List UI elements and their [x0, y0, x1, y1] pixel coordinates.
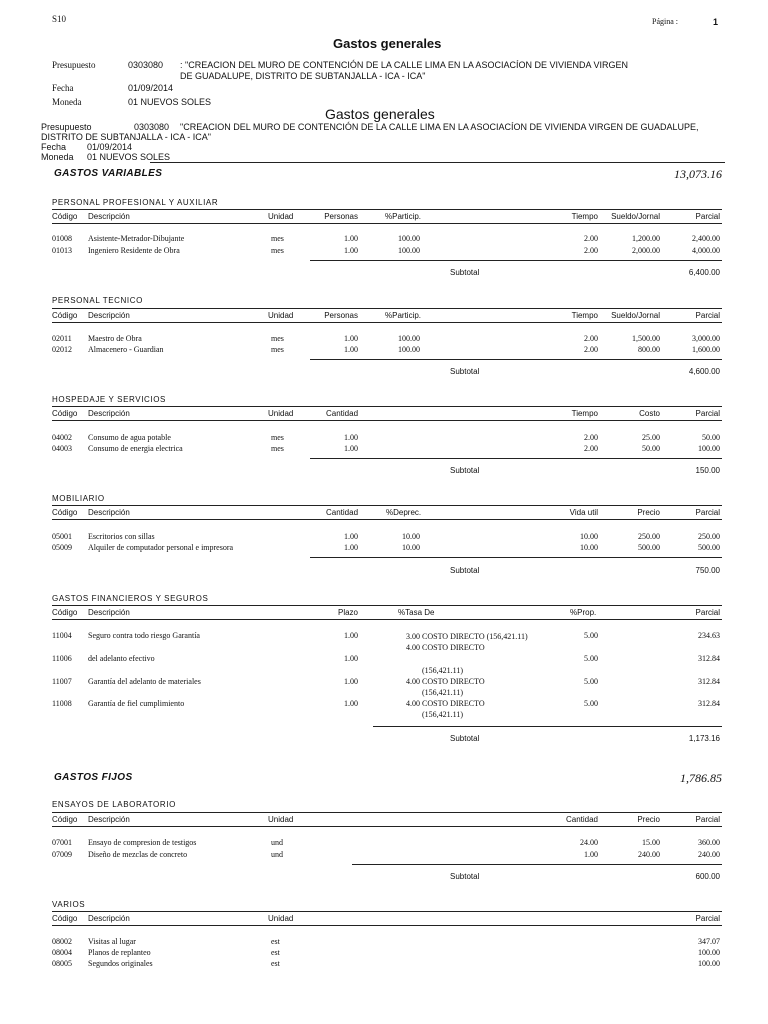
row-code: 11007	[52, 677, 72, 686]
rule	[373, 726, 722, 727]
col-header: Código	[52, 608, 78, 617]
rule	[310, 260, 722, 261]
col-header: Unidad	[268, 409, 294, 418]
col-header: Sueldo/Jornal	[611, 212, 660, 221]
row-code: 08004	[52, 948, 72, 957]
rule	[352, 864, 722, 865]
col-header: Parcial	[695, 311, 720, 320]
rule	[310, 359, 722, 360]
col-header: Descripción	[88, 914, 130, 923]
subtotal-value: 4,600.00	[688, 367, 720, 376]
row-val: 2,000.00	[632, 246, 660, 255]
row-desc: Garantía de fiel cumplimiento	[88, 699, 185, 708]
row-val: 2.00	[584, 345, 598, 354]
rule	[52, 826, 722, 827]
row-val: 100.00	[398, 345, 420, 354]
row-code: 07009	[52, 850, 72, 859]
row-code: 01013	[52, 246, 72, 255]
gastos-fijos-label: GASTOS FIJOS	[54, 772, 133, 783]
row-val: 250.00	[698, 532, 720, 541]
row-val: 800.00	[638, 345, 660, 354]
header2-fecha-label: Fecha	[41, 142, 67, 152]
header1-fecha-label: Fecha	[52, 83, 74, 93]
header2-presupuesto-desc-1: "CREACION DEL MURO DE CONTENCIÓN DE LA CALLE LIMA EN LA ASOCIACÍON DE VIVIENDA VIRGEN DE GUADALUPE,	[180, 122, 699, 132]
row-desc: Visitas al lugar	[88, 937, 136, 946]
row-desc: Consumo de energia electrica	[88, 444, 183, 453]
row-val: 10.00	[402, 543, 420, 552]
row-val: 312.84	[698, 677, 720, 686]
row-val: 1.00	[344, 532, 358, 541]
row-val: 1.00	[344, 234, 358, 243]
row-desc: Ingeniero Residente de Obra	[88, 246, 180, 255]
row-unit: und	[271, 838, 283, 847]
row-val: 2.00	[584, 433, 598, 442]
col-header: Tiempo	[571, 409, 598, 418]
row-val: 2.00	[584, 444, 598, 453]
subtotal-label: Subtotal	[450, 466, 480, 475]
row-val: 250.00	[638, 532, 660, 541]
row-val: 10.00	[580, 532, 598, 541]
section-title: PERSONAL PROFESIONAL Y AUXILIAR	[52, 198, 219, 207]
col-header: Descripción	[88, 815, 130, 824]
row-val: 5.00	[584, 654, 598, 663]
row-desc: Seguro contra todo riesgo Garantía	[88, 631, 200, 640]
row-val: 5.00	[584, 631, 598, 640]
col-header: Personas	[324, 212, 358, 221]
header2-moneda-label: Moneda	[41, 152, 74, 162]
rule	[52, 619, 722, 620]
row-val: 100.00	[398, 246, 420, 255]
row-code: 05009	[52, 543, 72, 552]
subtotal-value: 750.00	[695, 566, 720, 575]
page-code: S10	[52, 14, 67, 24]
row-desc: del adelanto efectivo	[88, 654, 155, 663]
header2-title: Gastos generales	[325, 106, 435, 122]
section-title: VARIOS	[52, 900, 86, 909]
row-unit: est	[271, 959, 280, 968]
row-val: 10.00	[402, 532, 420, 541]
row-val: 240.00	[638, 850, 660, 859]
page-label: Página :	[652, 17, 678, 26]
row-tasa: 4.00 COSTO DIRECTO	[406, 643, 485, 652]
col-header: Descripción	[88, 212, 130, 221]
row-val: 312.84	[698, 654, 720, 663]
section-title: GASTOS FINANCIEROS Y SEGUROS	[52, 594, 209, 603]
row-desc: Almacenero - Guardian	[88, 345, 164, 354]
row-val: 1.00	[344, 246, 358, 255]
row-val: 1.00	[344, 345, 358, 354]
row-desc: Planos de replanteo	[88, 948, 151, 957]
rule	[52, 505, 722, 506]
col-header: Parcial	[695, 508, 720, 517]
header1-fecha: 01/09/2014	[128, 83, 174, 93]
rule	[310, 458, 722, 459]
header1-moneda: 01 NUEVOS SOLES	[128, 97, 212, 107]
header2-presupuesto-code: 0303080	[134, 122, 170, 132]
row-unit: est	[271, 948, 280, 957]
row-val: 25.00	[642, 433, 660, 442]
col-header: Plazo	[337, 608, 358, 617]
row-tasa: 3.00 COSTO DIRECTO (156,421.11)	[406, 632, 528, 641]
row-val: 1.00	[344, 654, 358, 663]
row-val: 5.00	[584, 677, 598, 686]
col-header: Unidad	[268, 815, 294, 824]
row-val: 1,600.00	[692, 345, 720, 354]
rule	[52, 223, 722, 224]
row-tasa: (156,421.11)	[422, 666, 464, 675]
col-header: Parcial	[695, 914, 720, 923]
row-val: 3,000.00	[692, 334, 720, 343]
col-header: %Particip.	[385, 311, 422, 320]
rule	[52, 209, 722, 210]
row-tasa: (156,421.11)	[422, 710, 464, 719]
row-val: 100.00	[698, 948, 720, 957]
col-header: Precio	[637, 508, 660, 517]
col-header: Unidad	[268, 311, 294, 320]
subtotal-label: Subtotal	[450, 367, 480, 376]
col-header: Descripción	[88, 608, 130, 617]
row-val: 2,400.00	[692, 234, 720, 243]
section-title: ENSAYOS DE LABORATORIO	[52, 800, 176, 809]
col-header: Unidad	[268, 914, 294, 923]
row-code: 02011	[52, 334, 72, 343]
row-desc: Escritorios con sillas	[88, 532, 155, 541]
col-header: Precio	[637, 815, 660, 824]
row-unit: mes	[271, 234, 284, 243]
row-val: 50.00	[702, 433, 720, 442]
subtotal-value: 150.00	[695, 466, 720, 475]
row-code: 07001	[52, 838, 72, 847]
row-val: 240.00	[698, 850, 720, 859]
col-header: Código	[52, 409, 78, 418]
row-val: 347.07	[698, 937, 720, 946]
col-header: Código	[52, 212, 78, 221]
row-val: 5.00	[584, 699, 598, 708]
row-desc: Diseño de mezclas de concreto	[88, 850, 188, 859]
header1-title: Gastos generales	[333, 36, 442, 51]
row-val: 360.00	[698, 838, 720, 847]
row-tasa: (156,421.11)	[422, 688, 464, 697]
row-code: 05001	[52, 532, 72, 541]
section-title: PERSONAL TECNICO	[52, 296, 143, 305]
rule	[52, 406, 722, 407]
col-header: %Prop.	[570, 608, 597, 617]
rule	[310, 557, 722, 558]
col-header: Parcial	[695, 409, 720, 418]
col-header: Descripción	[88, 508, 130, 517]
gastos-fijos-total: 1,786.85	[680, 771, 722, 785]
header2-fecha: 01/09/2014	[87, 142, 133, 152]
col-header: Parcial	[695, 608, 720, 617]
subtotal-value: 6,400.00	[688, 268, 720, 277]
row-val: 1.00	[344, 444, 358, 453]
col-header: Vida util	[569, 508, 598, 517]
row-unit: mes	[271, 433, 284, 442]
col-header: Código	[52, 508, 78, 517]
page-number: 1	[713, 17, 719, 27]
row-val: 500.00	[698, 543, 720, 552]
col-header: Sueldo/Jornal	[611, 311, 660, 320]
subtotal-value: 1,173.16	[688, 734, 720, 743]
header2-presupuesto-desc-2: DISTRITO DE SUBTANJALLA - ICA - ICA"	[41, 132, 211, 142]
row-val: 2.00	[584, 246, 598, 255]
rule	[52, 925, 722, 926]
row-unit: und	[271, 850, 283, 859]
col-header: %Particip.	[385, 212, 422, 221]
row-val: 234.63	[698, 631, 720, 640]
rule	[52, 420, 722, 421]
row-val: 1.00	[344, 631, 358, 640]
row-val: 4,000.00	[692, 246, 720, 255]
row-val: 1.00	[344, 543, 358, 552]
col-header: Cantidad	[565, 815, 598, 824]
row-desc: Maestro de Obra	[88, 334, 142, 343]
row-code: 01008	[52, 234, 72, 243]
gastos-variables-label: GASTOS VARIABLES	[54, 168, 163, 179]
row-val: 1.00	[344, 699, 358, 708]
col-header: Personas	[324, 311, 358, 320]
row-desc: Garantía del adelanto de materiales	[88, 677, 201, 686]
col-header: Tiempo	[571, 212, 598, 221]
row-val: 100.00	[398, 234, 420, 243]
row-val: 312.84	[698, 699, 720, 708]
row-val: 2.00	[584, 334, 598, 343]
subtotal-label: Subtotal	[450, 872, 480, 881]
row-desc: Asistente-Metrador-Dibujante	[88, 234, 185, 243]
row-val: 1,200.00	[632, 234, 660, 243]
row-code: 08005	[52, 959, 72, 968]
col-header: Costo	[639, 409, 660, 418]
row-unit: mes	[271, 345, 284, 354]
row-val: 50.00	[642, 444, 660, 453]
row-code: 04002	[52, 433, 72, 442]
col-header: Código	[52, 311, 78, 320]
row-tasa: 4.00 COSTO DIRECTO	[406, 699, 485, 708]
row-val: 10.00	[580, 543, 598, 552]
section-title: HOSPEDAJE Y SERVICIOS	[52, 395, 166, 404]
row-val: 100.00	[698, 959, 720, 968]
rule	[52, 322, 722, 323]
subtotal-value: 600.00	[695, 872, 720, 881]
col-header: Parcial	[695, 815, 720, 824]
row-val: 1.00	[344, 334, 358, 343]
row-code: 11006	[52, 654, 72, 663]
col-header: Descripción	[88, 311, 130, 320]
row-val: 100.00	[698, 444, 720, 453]
row-desc: Segundos originales	[88, 959, 153, 968]
header1-presupuesto-label: Presupuesto	[52, 60, 96, 70]
subtotal-label: Subtotal	[450, 268, 480, 277]
subtotal-label: Subtotal	[450, 566, 480, 575]
row-unit: mes	[271, 444, 284, 453]
col-header: Descripción	[88, 409, 130, 418]
row-code: 11008	[52, 699, 72, 708]
rule	[52, 911, 722, 912]
row-code: 08002	[52, 937, 72, 946]
row-code: 04003	[52, 444, 72, 453]
col-header: Unidad	[268, 212, 294, 221]
row-tasa: 4.00 COSTO DIRECTO	[406, 677, 485, 686]
row-val: 2.00	[584, 234, 598, 243]
row-unit: mes	[271, 246, 284, 255]
rule	[52, 308, 722, 309]
header1-presupuesto-desc-1: : "CREACION DEL MURO DE CONTENCIÓN DE LA CALLE LIMA EN LA ASOCIACÍON DE VIVIENDA VIRGEN	[180, 60, 628, 70]
gastos-variables-total: 13,073.16	[674, 167, 722, 181]
header1-presupuesto-code: 0303080	[128, 60, 164, 70]
col-header: %Deprec.	[386, 508, 422, 517]
row-val: 1.00	[584, 850, 598, 859]
col-header: Cantidad	[326, 409, 359, 418]
col-header: Parcial	[695, 212, 720, 221]
col-header: Tiempo	[571, 311, 598, 320]
row-unit: mes	[271, 334, 284, 343]
header1-moneda-label: Moneda	[52, 97, 82, 107]
row-val: 1.00	[344, 677, 358, 686]
row-code: 11004	[52, 631, 72, 640]
row-val: 1.00	[344, 433, 358, 442]
row-val: 1,500.00	[632, 334, 660, 343]
row-desc: Alquiler de computador personal e impresora	[88, 543, 234, 552]
row-desc: Consumo de agua potable	[88, 433, 171, 442]
header1-presupuesto-desc-2: DE GUADALUPE, DISTRITO DE SUBTANJALLA - ICA - ICA"	[180, 71, 426, 81]
row-desc: Ensayo de compresion de testigos	[88, 838, 197, 847]
row-val: 100.00	[398, 334, 420, 343]
rule	[52, 812, 722, 813]
rule	[52, 519, 722, 520]
rule	[52, 605, 722, 606]
row-code: 02012	[52, 345, 72, 354]
col-header: %Tasa De	[398, 608, 435, 617]
header2-moneda: 01 NUEVOS SOLES	[87, 152, 171, 162]
col-header: Código	[52, 914, 78, 923]
col-header: Cantidad	[326, 508, 359, 517]
section-title: MOBILIARIO	[52, 494, 105, 503]
row-val: 15.00	[642, 838, 660, 847]
subtotal-label: Subtotal	[450, 734, 480, 743]
header-divider	[150, 162, 725, 163]
col-header: Código	[52, 815, 78, 824]
row-val: 500.00	[638, 543, 660, 552]
header2-presupuesto-label: Presupuesto	[41, 122, 92, 132]
row-val: 24.00	[580, 838, 598, 847]
row-unit: est	[271, 937, 280, 946]
